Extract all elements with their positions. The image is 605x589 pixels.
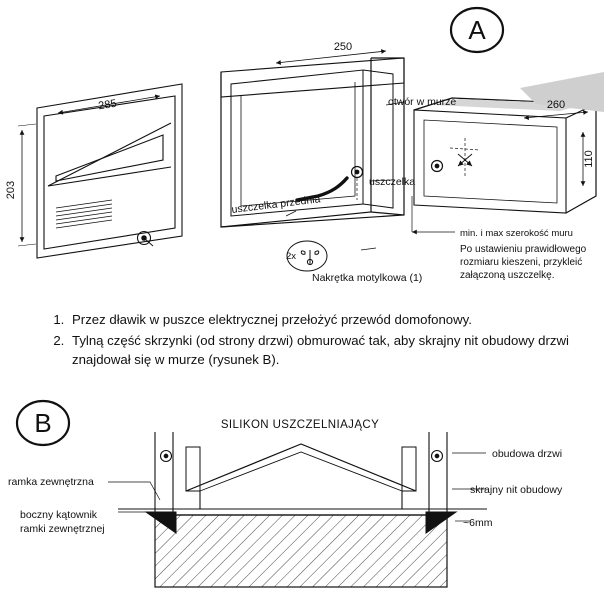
instruction-item-2: 2. Tylną część skrzynki (od strony drzwi) obmurować tak, aby skrajny nit obudowy drzwi znajdował się w murze (rysunek B).: [68, 331, 586, 369]
wall-cross-section: [118, 432, 487, 587]
figure-b-badge-label: B: [34, 408, 52, 438]
label-side-angle-2: ramki zewnętrznej: [20, 523, 105, 535]
figure-a-badge: [451, 8, 503, 52]
dimension-110-label: 110: [583, 150, 595, 168]
instruction-list: [46, 310, 586, 371]
figure-b: [0, 390, 605, 589]
label-side-angle-1: boczny kątownik: [20, 509, 98, 521]
instruction-item-1: 1. Przez dławik w puszce elektrycznej przełożyć przewód domofonowy.: [68, 310, 586, 329]
label-extreme-rivet: skrajny nit obudowy: [470, 484, 563, 496]
label-door-housing: obudowa drzwi: [492, 448, 563, 460]
label-wall-thickness-note: min. i max szerokość muru: [460, 228, 573, 239]
label-outer-frame: ramka zewnętrzna: [8, 476, 94, 488]
dimension-height-front: [18, 124, 36, 246]
dimension-203-label: 203: [5, 180, 17, 200]
figure-b-badge: [17, 401, 69, 445]
label-gasket-note-3: załączoną uszczelkę.: [460, 270, 555, 281]
label-wing-nut-qty: 2x: [285, 251, 297, 262]
label-wall-opening: otwór w murze: [388, 96, 457, 108]
label-gasket-note-2: rozmiaru kieszeni, przykleić: [460, 257, 583, 268]
label-gap: ~6mm: [463, 517, 493, 529]
dimension-250-label: 250: [333, 41, 353, 53]
label-silicone: SILIKON USZCZELNIAJĄCY: [220, 419, 380, 431]
dimension-depth-top: [276, 51, 386, 63]
dimension-285-label: 285: [97, 97, 118, 113]
figure-a-badge-label: A: [468, 15, 486, 45]
label-wing-nut: Nakrętka motylkowa (1): [312, 272, 423, 284]
label-gasket-note-1: Po ustawieniu prawidłowego: [460, 244, 587, 255]
wall-sleeve: [414, 98, 596, 213]
dimension-260-label: 260: [546, 99, 566, 111]
label-gasket-side: uszczelka: [369, 176, 416, 188]
label-gasket-front: uszczelka przednia: [230, 193, 321, 216]
